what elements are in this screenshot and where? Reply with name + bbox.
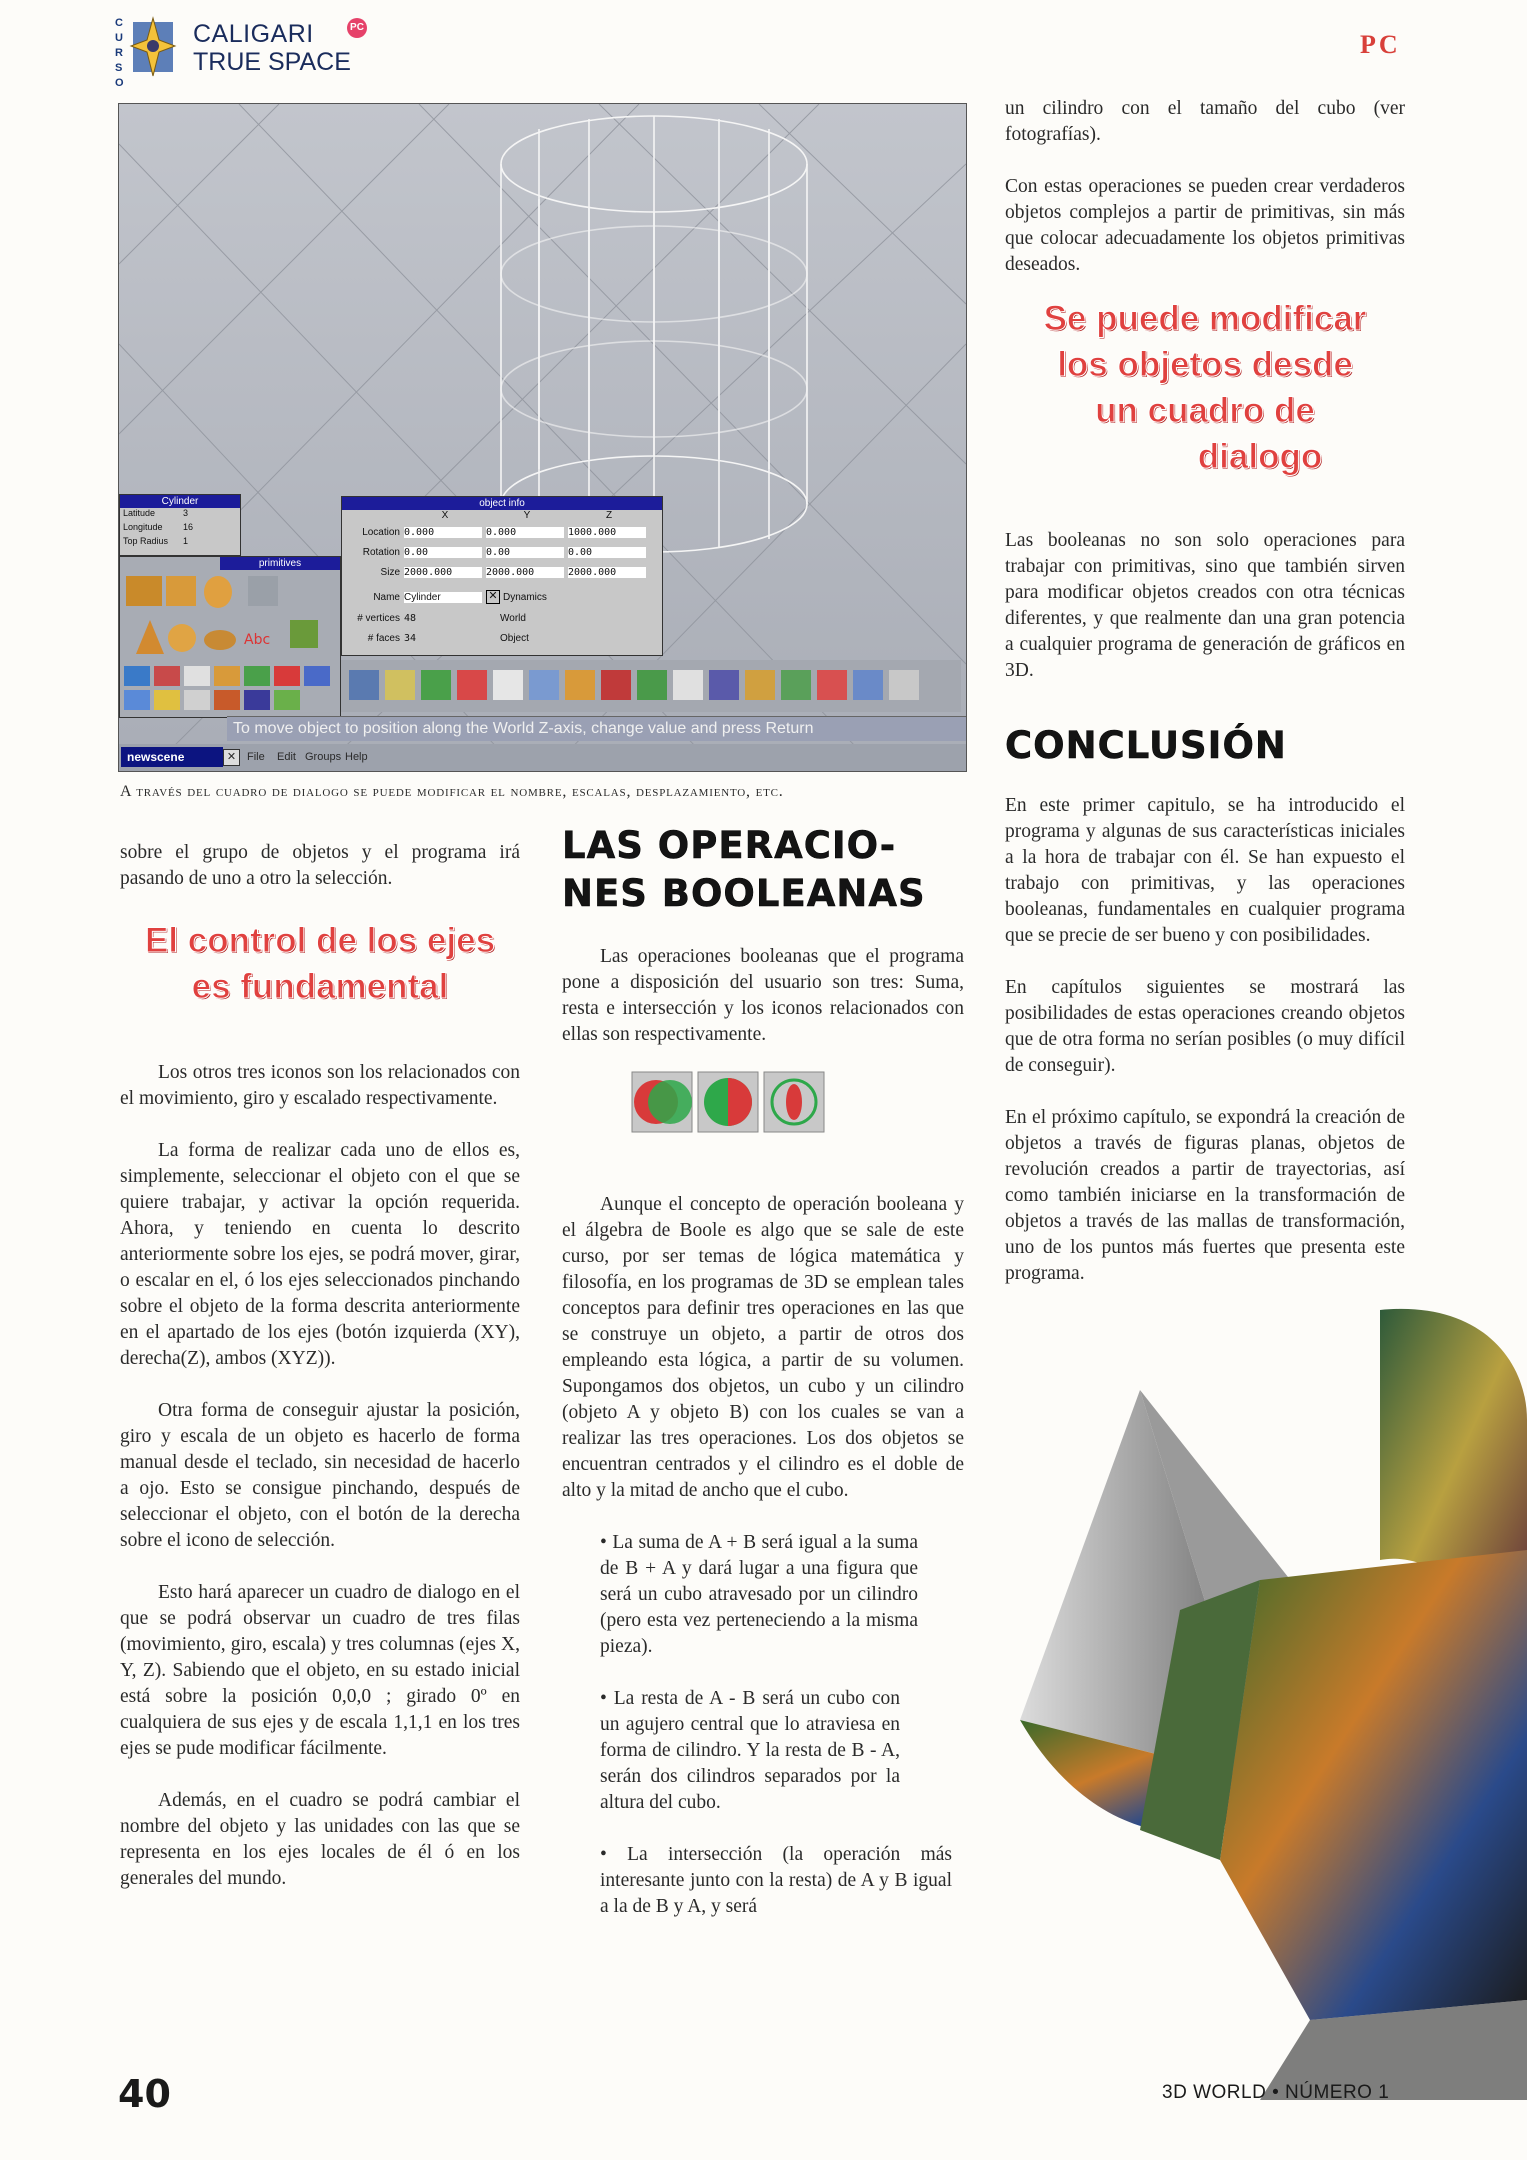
- primitive-icons[interactable]: [120, 570, 340, 716]
- truespace-screenshot: [118, 103, 967, 772]
- close-icon[interactable]: ✕: [223, 749, 240, 766]
- menu-help[interactable]: Help: [345, 751, 368, 763]
- menu-groups[interactable]: Groups: [305, 751, 342, 763]
- primitives-panel-title: primitives: [220, 557, 340, 570]
- status-message: To move object to position along the World Z-axis, change value and press Return: [233, 720, 814, 737]
- paragraph: En capítulos siguientes se mostrará las posibilidades de estas operaciones creando objetos que de otra forma no serían posibles (o muy difícil de conseguir).: [1005, 977, 1405, 1076]
- page-number: 40: [118, 2072, 171, 2116]
- cylinder-row[interactable]: Longitude 16: [123, 522, 194, 532]
- paragraph: Las booleanas no son solo operaciones para trabajar con primitivas, sino que también sirven para modificar objetos creados con otra técnicas diferentes, y que realmente dan una gran potencia a cualquier programa de generación de gráficos en 3D.: [1005, 530, 1405, 681]
- newscene-button[interactable]: newscene: [121, 747, 223, 767]
- paragraph: Además, en el cuadro se podrá cambiar el nombre del objeto y las unidades con las que se representa en los ejes locales de él ó en los generales del mundo.: [120, 1790, 520, 1889]
- menu-file[interactable]: File: [247, 751, 265, 763]
- magazine-logo: [115, 16, 375, 89]
- column-3: [1005, 96, 1405, 1287]
- curso-vertical-label: C U R S O: [115, 17, 124, 89]
- cylinder-row[interactable]: Top Radius 1: [123, 536, 189, 546]
- bullet-item: • La suma de A + B será igual a la suma de B + A y dará lugar a una figura que será un cubo atravesado por un cilindro (pero esta vez perteneciendo a la misma pieza).: [600, 1532, 918, 1657]
- paragraph: Esto hará aparecer un cuadro de dialogo en el que se podrá observar un cuadro de tres filas (movimiento, giro, escala) y tres columnas (ejes X, Y, Z). Sabiendo que el objeto, en su estado inicial está sobre la posición 0,0,0 ; girado 0º en cualquiera de sus ejes y de escala 1,1,1 en los tres ejes se pude modificar fácilmente.: [120, 1582, 520, 1759]
- logo-title-2: TRUE SPACE: [193, 48, 351, 76]
- paragraph: La forma de realizar cada uno de ellos es, simplemente, seleccionar el objeto con el que se quiere trabajar, y activar la opción requerida. Ahora, y teniendo en cuenta lo descrito anteriormente sobre los ejes, se podrá mover, girar, o escalar en el, ó los ejes seleccionados pinchando sobre el objeto de la forma descrita anteriormente en el apartado de los ejes (botón izquierda (XY), derecha(Z), ambos (XYZ)).: [120, 1140, 520, 1369]
- conclusion-heading: CONCLUSIÓN: [1005, 724, 1287, 767]
- primitives-panel[interactable]: [119, 556, 341, 718]
- paragraph: Otra forma de conseguir ajustar la posición, giro y escala de un objeto es hacerlo de forma manual desde el teclado, sin necesidad de hacerlo a ojo. Esto se consigue pinchando, después de seleccionar el objeto, con el botón de la derecha sobre el icono de selección.: [120, 1400, 520, 1551]
- paragraph: Las operaciones booleanas que el programa pone a disposición del usuario son tres: Suma, resta e intersección y los iconos relacionados con ellas son respectivamente.: [562, 946, 964, 1045]
- booleans-heading: LAS OPERACIO- NES BOOLEANAS: [562, 824, 926, 915]
- name-input[interactable]: Cylinder: [404, 592, 482, 603]
- object-info-title: object info: [342, 497, 662, 510]
- vertices-row: # vertices 48 World: [357, 612, 526, 624]
- cylinder-panel[interactable]: [119, 494, 241, 556]
- logo-title-1: CALIGARI: [193, 20, 314, 48]
- section-heading: El control de los ejes es fundamental: [144, 921, 496, 1006]
- boolean-subtract-icon: [698, 1072, 758, 1132]
- toolbar-icons[interactable]: [341, 660, 961, 712]
- menu-edit[interactable]: Edit: [277, 751, 296, 763]
- size-row[interactable]: Size 2000.000 2000.000 2000.000: [342, 562, 662, 582]
- paragraph: Aunque el concepto de operación booleana y el álgebra de Boole es algo que se sale de este curso, por ser temas de lógica matemática y filosofía, en los programas de 3D se emplean tales conceptos para definir tres operaciones en las que se construye un objeto, a partir de otros dos empleando esta lógica, a partir de su volumen. Supongamos dos objetos, un cubo y un cilindro (objeto A y objeto B) con los cuales se van a realizar las tres operaciones. Los dos objetos se encuentran centrados y el cilindro es el doble de alto y la mitad de ancho que el cubo.: [562, 1194, 964, 1501]
- footer-text: 3D WORLD • NÚMERO 1: [1162, 2082, 1390, 2103]
- section-heading: Se puede modificar los objetos desde un cuadro de dialogo: [1043, 299, 1367, 476]
- object-option[interactable]: Object: [500, 632, 529, 644]
- figure-caption: A través del cuadro de dialogo se puede modificar el nombre, escalas, desplazamiento, etc.: [120, 783, 784, 800]
- faces-row: # faces 34 Object: [367, 632, 529, 644]
- paragraph: Los otros tres iconos son los relacionados con el movimiento, giro y escalado respectivamente.: [120, 1062, 520, 1109]
- cylinder-row[interactable]: Latitude 3: [123, 508, 189, 518]
- boolean-union-icon: [632, 1072, 692, 1132]
- taskbar: [119, 744, 966, 771]
- boolean-icons: [562, 1064, 964, 1144]
- pc-badge: PC: [347, 18, 367, 38]
- location-row[interactable]: Location 0.000 0.000 1000.000: [342, 522, 662, 542]
- paragraph: En este primer capitulo, se ha introducido el programa y algunas de sus características iniciales a la hora de trabajar con él. Se han expuesto el trabajo con primitivas, y las operaciones booleanas, fundamentales en cualquier programa que se precie de ser bueno y con posibilidades.: [1005, 795, 1405, 946]
- section-tag: PC: [1360, 30, 1401, 59]
- object-info-panel[interactable]: [341, 496, 663, 656]
- bullet-item: • La resta de A - B será un cubo con un agujero central que lo atraviesa en forma de cilindro. Y la resta de B - A, serán dos cilindros separados por la altura del cubo.: [600, 1688, 900, 1813]
- truespace-3d-render: [960, 1300, 1527, 2100]
- paragraph: Con estas operaciones se pueden crear verdaderos objetos complejos a partir de primitivas, sin más que colocar adecuadamente los objetos primitivas deseados.: [1005, 176, 1405, 275]
- world-option[interactable]: World: [500, 612, 526, 624]
- caligari-star-icon: [129, 16, 177, 78]
- boolean-intersect-icon: [764, 1072, 824, 1132]
- svg-text:Abc: Abc: [244, 632, 271, 648]
- name-row[interactable]: Name Cylinder ✕ Dynamics: [373, 590, 547, 603]
- rotation-row[interactable]: Rotation 0.00 0.00 0.00: [342, 542, 662, 562]
- status-bar: [227, 716, 967, 741]
- paragraph: En el próximo capítulo, se expondrá la creación de objetos a través de figuras planas, objetos de revolución creados a partir de trayectorias, así como también iniciarse en la transformación de objetos a través de las mallas de transformación, uno de los puntos más fuertes que presenta este programa.: [1005, 1107, 1405, 1284]
- dynamics-checkbox[interactable]: ✕: [486, 590, 500, 604]
- column-2: [562, 822, 964, 1920]
- paragraph: un cilindro con el tamaño del cubo (ver fotografías).: [1005, 98, 1405, 145]
- axis-headers: X Y Z: [441, 510, 613, 521]
- bullet-item: • La intersección (la operación más interesante junto con la resta) de A y B igual a la de B y A, y será: [600, 1844, 952, 1917]
- paragraph: sobre el grupo de objetos y el programa irá pasando de uno a otro la selección.: [120, 842, 520, 889]
- column-1: [120, 840, 520, 1892]
- cylinder-panel-title: Cylinder: [120, 495, 240, 508]
